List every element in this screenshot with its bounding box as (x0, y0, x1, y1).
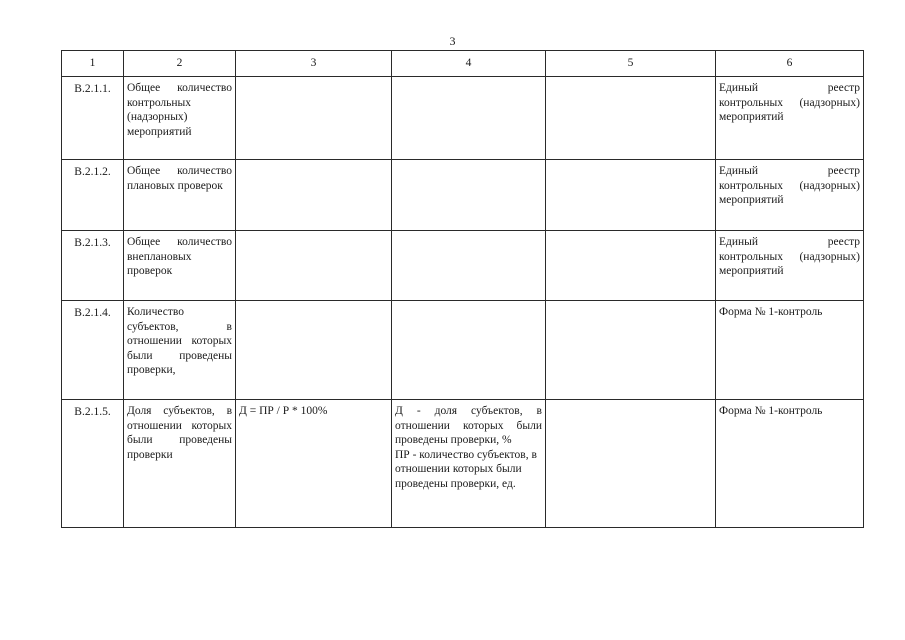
indicator-col5 (546, 231, 716, 301)
indicator-code: В.2.1.4. (62, 301, 124, 400)
indicator-code: В.2.1.5. (62, 400, 124, 528)
indicator-name: Общее количество плановых проверок (124, 160, 236, 231)
indicator-col5 (546, 301, 716, 400)
indicator-description (392, 400, 546, 528)
table-row (62, 400, 864, 528)
table-header-row (62, 51, 864, 77)
indicator-formula: Д = ПР / Р * 100% (236, 400, 392, 528)
indicator-source: Единый реестр контрольных (надзорных) мероприятий (716, 231, 864, 301)
table-row (62, 77, 864, 160)
indicator-code: В.2.1.1. (62, 77, 124, 160)
indicator-source: Форма № 1-контроль (716, 301, 864, 400)
indicator-code: В.2.1.3. (62, 231, 124, 301)
description-line: ПР - количество субъектов, в отношении которых были проведены проверки, ед. (395, 448, 537, 490)
indicator-name: Общее количество внеплановых проверок (124, 231, 236, 301)
column-header: 1 (62, 51, 124, 77)
indicator-formula (236, 160, 392, 231)
table-row (62, 301, 864, 400)
indicator-description (392, 77, 546, 160)
indicator-formula (236, 77, 392, 160)
table-row (62, 231, 864, 301)
indicator-name: Общее количество контрольных (надзорных) мероприятий (124, 77, 236, 160)
indicator-formula (236, 231, 392, 301)
indicator-code: В.2.1.2. (62, 160, 124, 231)
indicator-name: Количество субъектов, в отношении которых были проведены проверки, (124, 301, 236, 400)
indicator-formula (236, 301, 392, 400)
indicator-description (392, 160, 546, 231)
table-row (62, 160, 864, 231)
page-number: 3 (449, 34, 456, 48)
column-header: 6 (716, 51, 864, 77)
indicator-col5 (546, 160, 716, 231)
indicator-source: Единый реестр контрольных (надзорных) мероприятий (716, 77, 864, 160)
indicator-description (392, 301, 546, 400)
indicator-source: Форма № 1-контроль (716, 400, 864, 528)
column-header: 3 (236, 51, 392, 77)
indicator-table (61, 50, 864, 528)
indicator-col5 (546, 77, 716, 160)
indicator-source: Единый реестр контрольных (надзорных) мероприятий (716, 160, 864, 231)
column-header: 4 (392, 51, 546, 77)
indicator-description (392, 231, 546, 301)
column-header: 2 (124, 51, 236, 77)
indicator-col5 (546, 400, 716, 528)
description-line: Д - доля субъектов, в отношении которых были проведены проверки, % (395, 405, 542, 447)
indicator-name: Доля субъектов, в отношении которых были проведены проверки (124, 400, 236, 528)
column-header: 5 (546, 51, 716, 77)
